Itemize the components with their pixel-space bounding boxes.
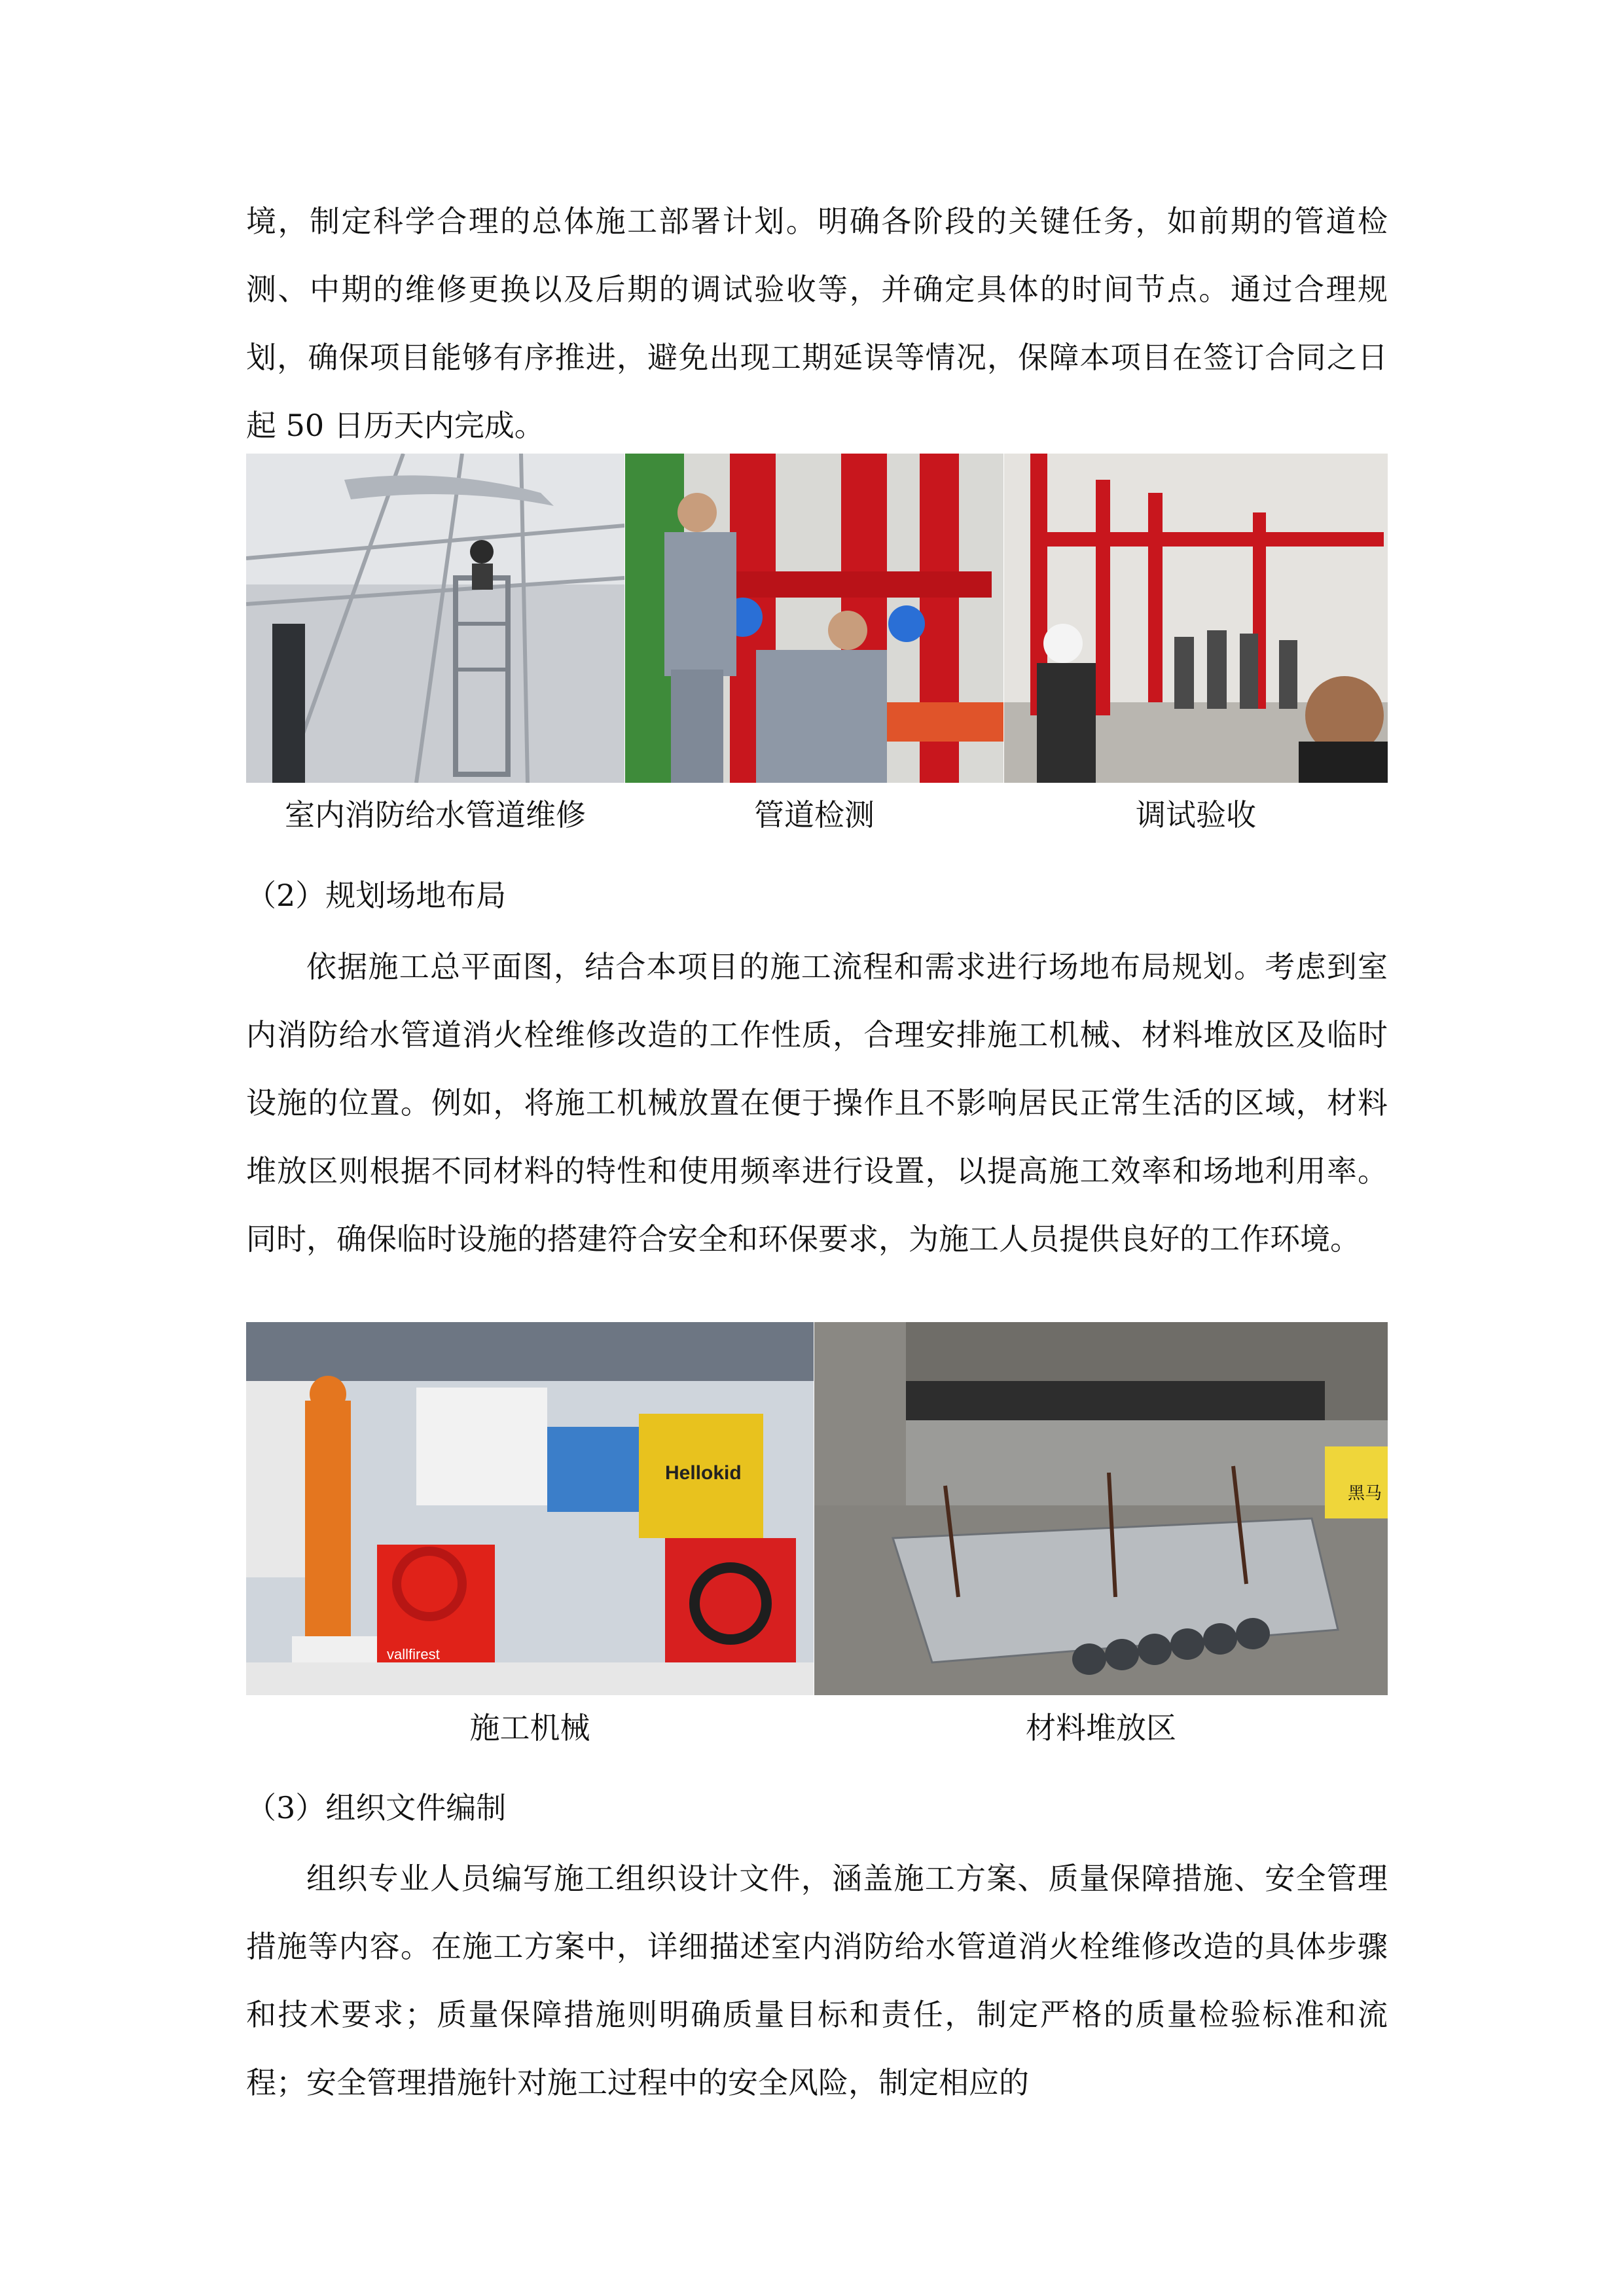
paragraph-1: 境，制定科学合理的总体施工部署计划。明确各阶段的关键任务，如前期的管道检测、中期的维修更换以及后期的调试验收等，并确定具体的时间节点。通过合理规划，确保项目能够有序推进，避免出现工期延误等情况，保障本项目在签订合同之日起 50 日历天内完成。 — [246, 204, 1388, 443]
caption-construction-machinery: 施工机械 — [469, 1710, 590, 1746]
photo-pipe-inspection — [625, 454, 1003, 783]
section-heading-document-preparation: （3）组织文件编制 — [246, 1790, 507, 1825]
photo-indoor-pipe-repair — [246, 454, 624, 783]
warning-sign-text: 黑马 — [1348, 1483, 1382, 1503]
vallfirest-label: vallfirest — [387, 1646, 440, 1662]
hellokid-sign: Hellokid — [665, 1462, 742, 1484]
caption-indoor-pipe-repair: 室内消防给水管道维修 — [285, 797, 586, 833]
section-heading-site-layout: （2）规划场地布局 — [246, 878, 507, 913]
caption-commissioning-acceptance: 调试验收 — [1136, 797, 1256, 833]
paragraph-2: 依据施工总平面图，结合本项目的施工流程和需求进行场地布局规划。考虑到室内消防给水管道消火栓维修改造的工作性质，合理安排施工机械、材料堆放区及临时设施的位置。例如，将施工机械放置在便于操作且不影响居民正常生活的区域，材料堆放区则根据不同材料的特性和使用频率进行设置，以提高施工效率和场地利用率。同时，确保临时设施的搭建符合安全和环保要求，为施工人员提供良好的工作环境。 — [246, 949, 1388, 1257]
caption-material-storage-area: 材料堆放区 — [1026, 1710, 1176, 1746]
photo-material-storage-area — [814, 1322, 1388, 1695]
paragraph-3: 组织专业人员编写施工组织设计文件，涵盖施工方案、质量保障措施、安全管理措施等内容。在施工方案中，详细描述室内消防给水管道消火栓维修改造的具体步骤和技术要求；质量保障措施则明确质量目标和责任，制定严格的质量检验标准和流程；安全管理措施针对施工过程中的安全风险，制定相应的 — [246, 1861, 1388, 2100]
caption-pipe-inspection: 管道检测 — [754, 797, 875, 833]
photo-construction-machinery — [246, 1322, 814, 1695]
photo-commissioning-acceptance — [1004, 454, 1388, 783]
